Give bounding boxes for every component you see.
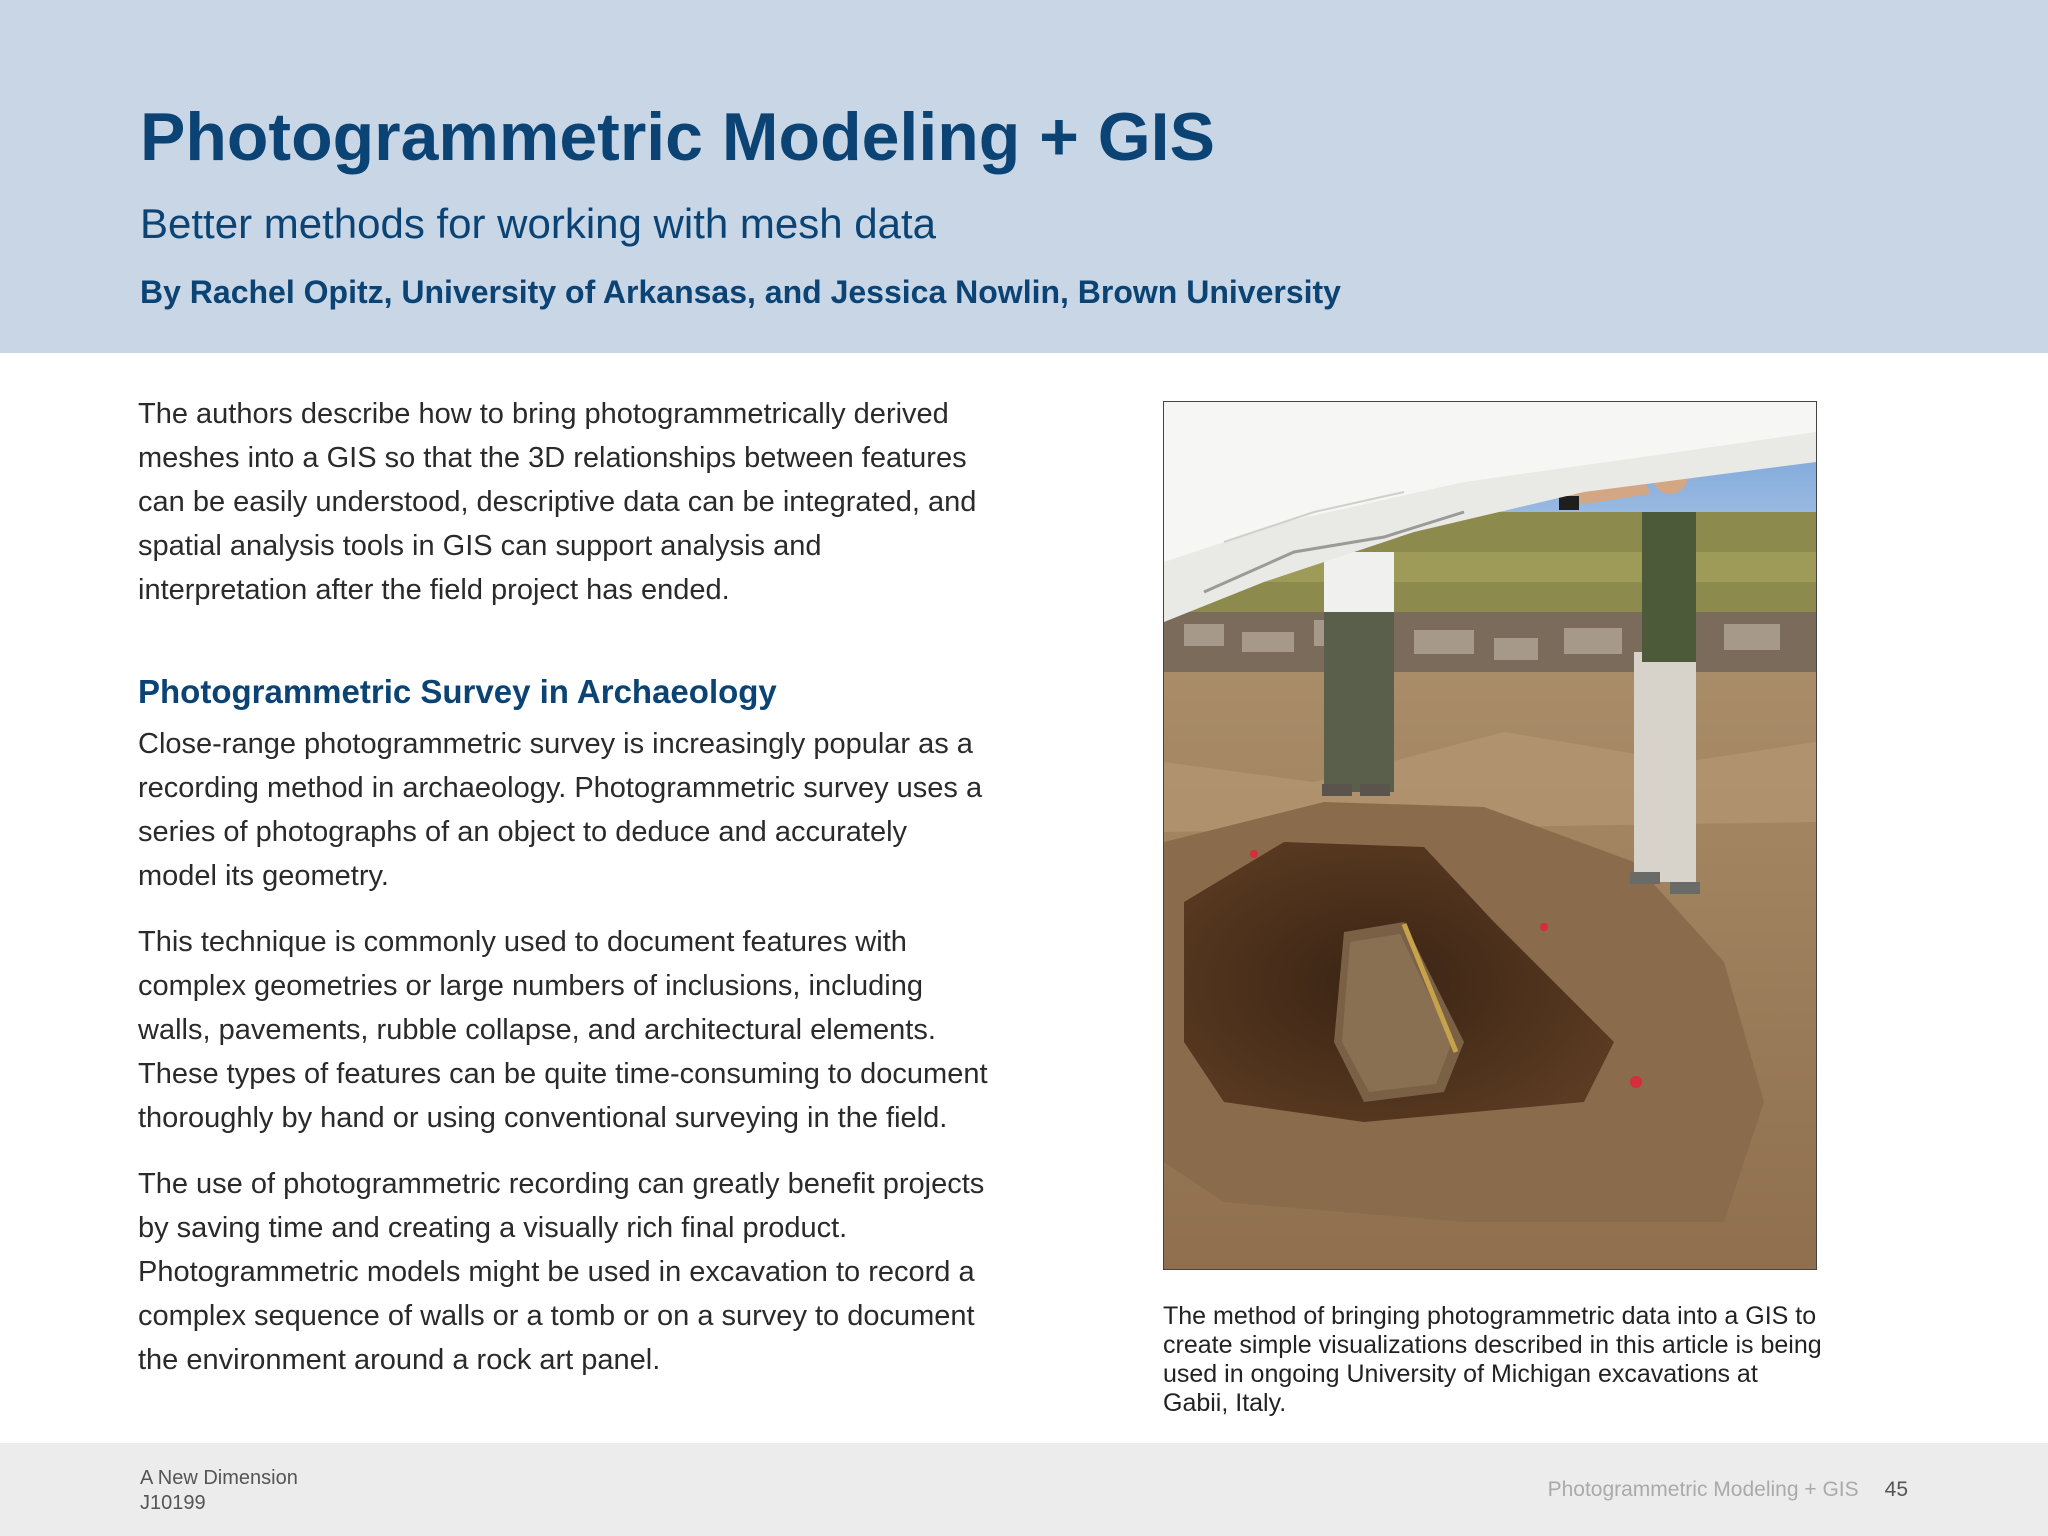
excavation-photo-illustration (1164, 402, 1816, 1269)
body-paragraph-1: Close-range photogrammetric survey is increasingly popular as a recording method in archaeology. Photogrammetric survey uses a series of photographs of an object to deduce and accurately model its geometry. (138, 728, 983, 892)
footer-publication-info (140, 1466, 298, 1516)
page-subtitle: Better methods for working with mesh data (140, 200, 937, 247)
figure-caption: The method of bringing photogrammetric data into a GIS to create simple visualizations described in this article is being used in ongoing University of Michigan excavations at Gabii, Italy. (1163, 1302, 1822, 1417)
page-footer (0, 1443, 2048, 1536)
footer-running-title: Photogrammetric Modeling + GIS (1547, 1478, 1859, 1501)
body-paragraph-3: The use of photogrammetric recording can greatly benefit projects by saving time and creating a visually rich final product. Photogrammetric models might be used in excavation to record a complex sequence of walls or a tomb or on a survey to document the environment around a rock art panel. (138, 1168, 985, 1376)
intro-paragraph: The authors describe how to bring photogrammetrically derived meshes into a GIS so that the 3D relationships between features can be easily understood, descriptive data can be integrated, and spatial analysis tools in GIS can support analysis and interpretation after the field project has ended. (138, 398, 977, 606)
page-number: 45 (1884, 1478, 1908, 1501)
author-byline: By Rachel Opitz, University of Arkansas, and Jessica Nowlin, Brown University (140, 274, 1341, 310)
excavation-photo (1163, 401, 1817, 1270)
footer-running-title-block (1548, 1478, 1908, 1502)
body-paragraph-2: This technique is commonly used to document features with complex geometries or large numbers of inclusions, including walls, pavements, rubble collapse, and architectural elements. These types of features can be quite time-consuming to document thoroughly by hand or using conventional surveying in the field. (138, 926, 988, 1134)
section-heading: Photogrammetric Survey in Archaeology (138, 673, 777, 710)
page-title: Photogrammetric Modeling + GIS (140, 99, 1215, 175)
header-banner (0, 0, 2048, 353)
footer-code: J10199 (140, 1492, 206, 1514)
footer-publication: A New Dimension (140, 1467, 298, 1489)
article-body (138, 392, 988, 1404)
